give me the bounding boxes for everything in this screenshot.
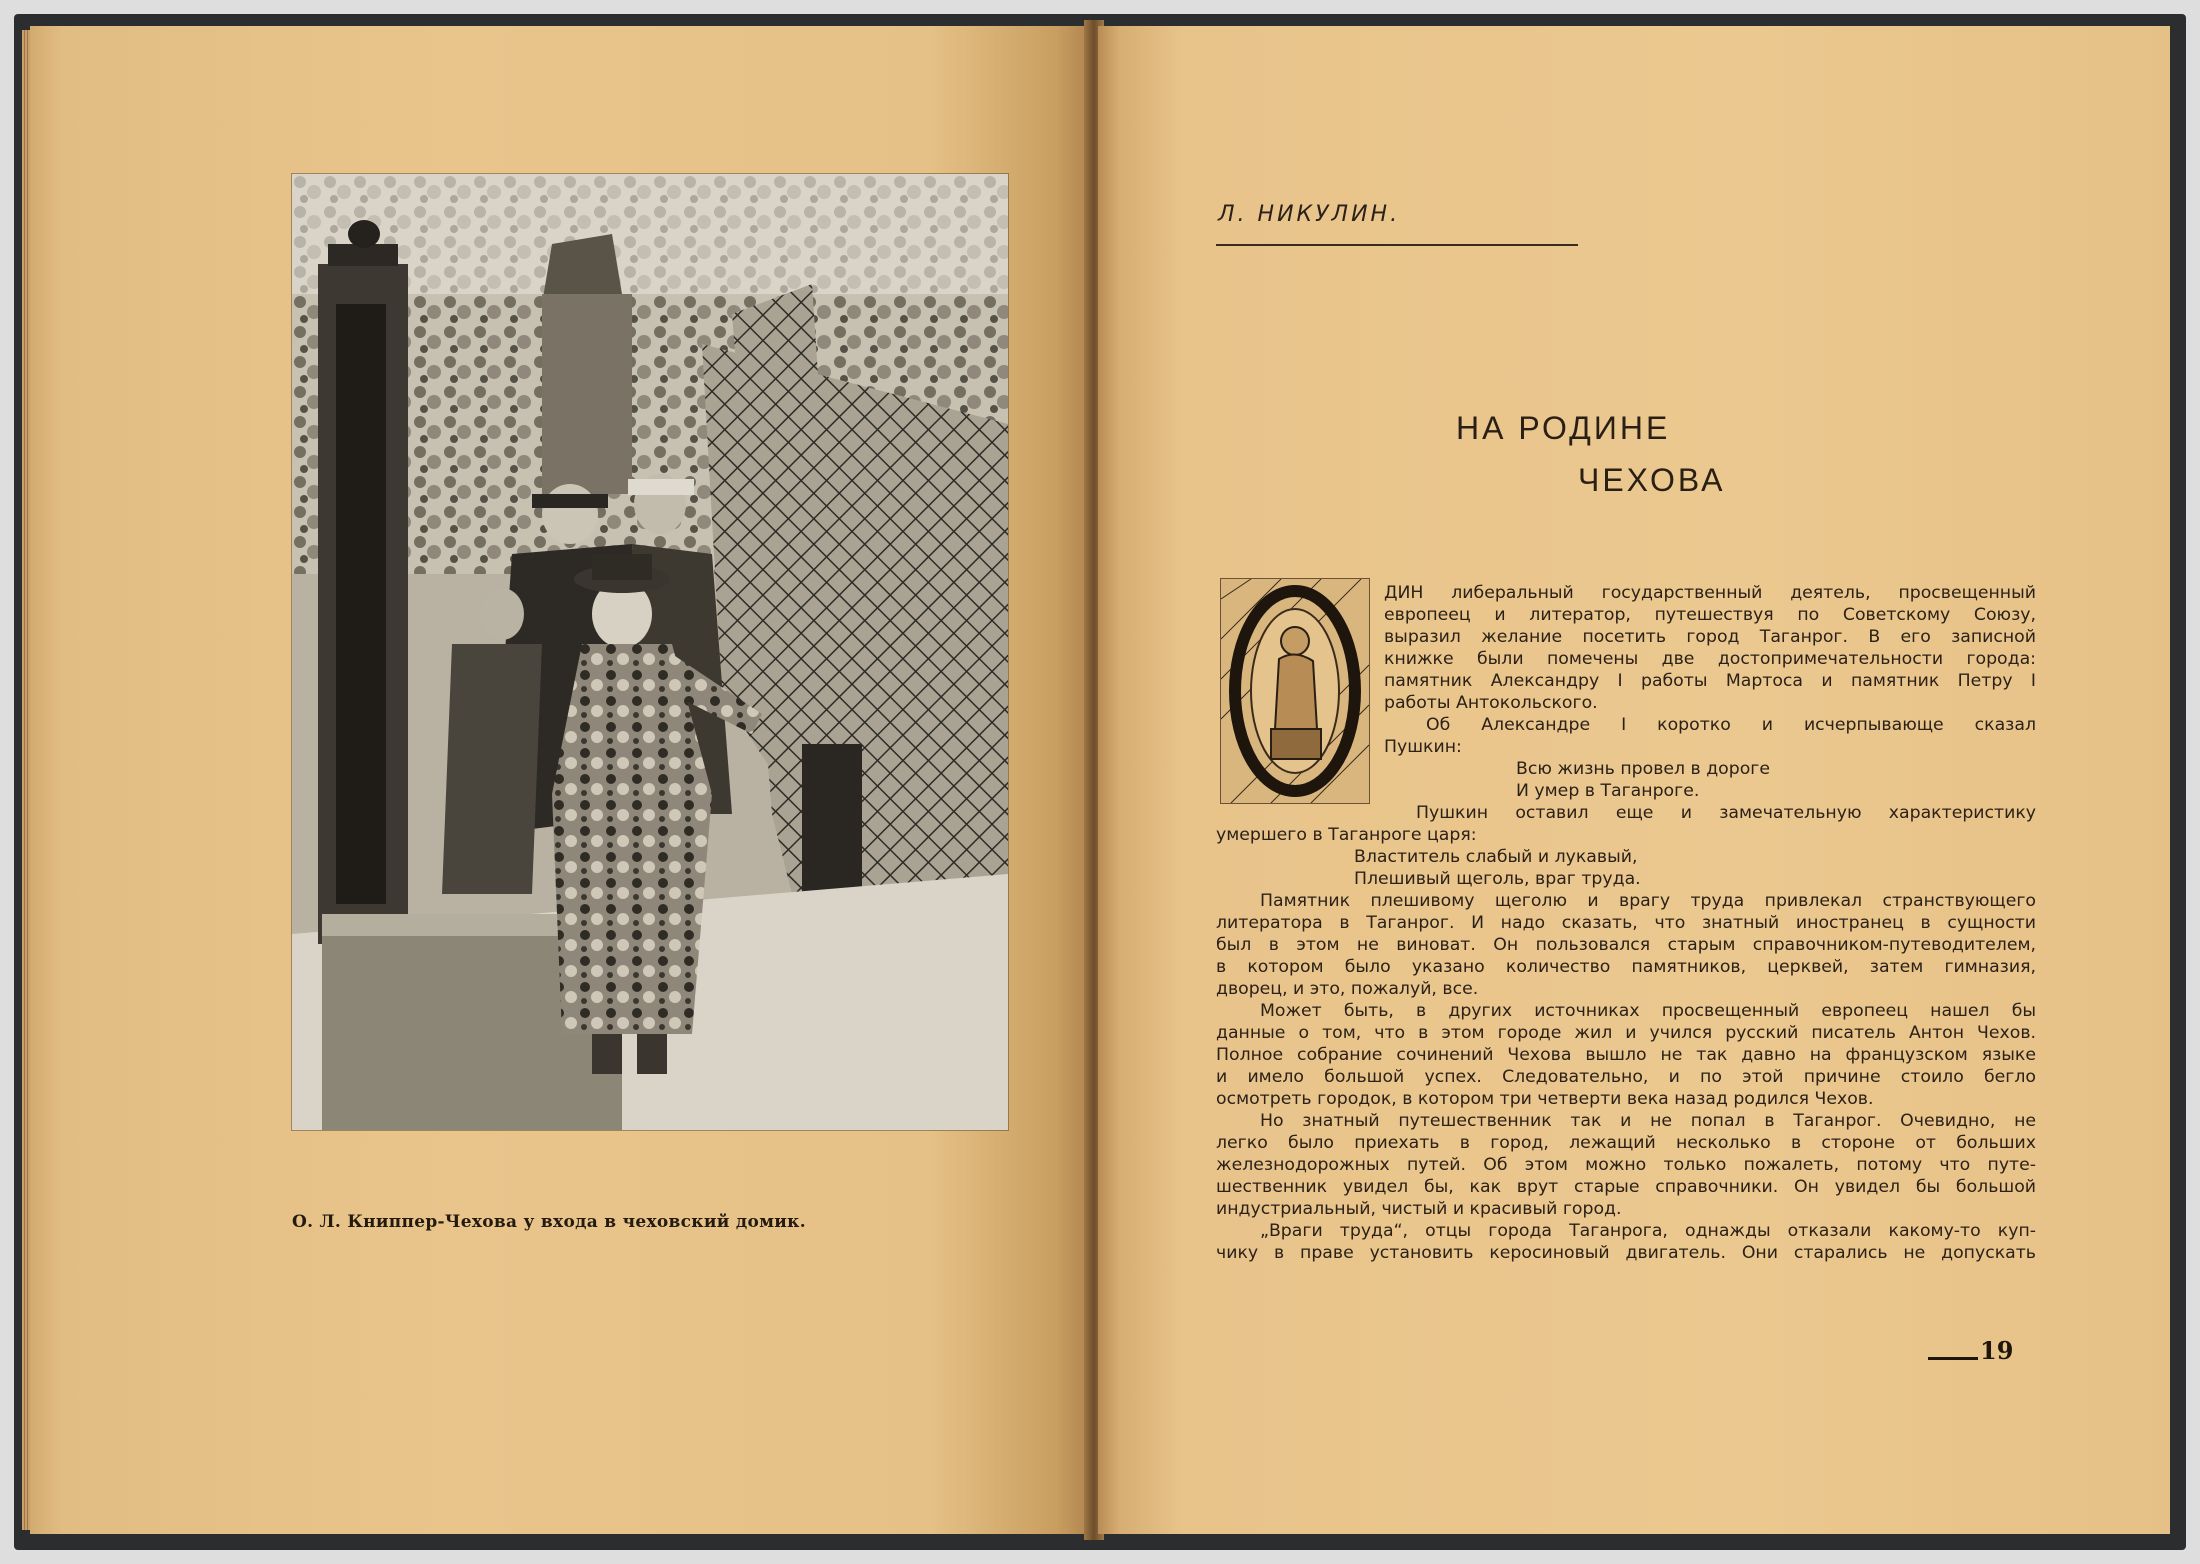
text-line: „Враги труда“, отцы города Таганрога, однажды отказали какому-то куп- (1260, 1221, 2036, 1241)
text-line: чику в праве установить керосиновый двигатель. Они старались не допускать (1216, 1243, 2036, 1263)
text-line: был в этом не виноват. Он пользовался старым справочником-путеводителем, (1216, 935, 2036, 955)
text-line: шественник увидел бы, как врут старые справочники. Он увидел бы большой (1216, 1177, 2036, 1197)
text-line: умершего в Таганроге царя: (1216, 825, 1477, 845)
right-page (1098, 26, 2170, 1534)
text-line: Пушкин: (1384, 737, 1462, 757)
photo-caption: О. Л. Книппер-Чехова у входа в чеховский домик. (292, 1212, 806, 1232)
text-line: Пушкин оставил еще и замечательную характеристику (1416, 803, 2036, 823)
text-line: памятник Александру I работы Мартоса и памятник Петру I (1384, 671, 2036, 691)
text-line: и имело большой успех. Следовательно, и по этой причине стоило бегло (1216, 1067, 2036, 1087)
text-line: в котором было указано количество памятников, церквей, затем гимназия, (1216, 957, 2036, 977)
text-line: работы Антокольского. (1384, 693, 1598, 713)
page-number: 19 (1980, 1336, 2014, 1365)
text-line: Об Александре I коротко и исчерпывающе сказал (1426, 715, 2036, 735)
article-body (1216, 582, 2036, 1264)
text-line: Полное собрание сочинений Чехова вышло не так давно на французском языке (1216, 1045, 2036, 1065)
verse-line: И умер в Таганроге. (1516, 781, 1700, 801)
chapter-title-line2: ЧЕХОВА (1578, 462, 1726, 498)
text-line: дворец, и это, пожалуй, все. (1216, 979, 1479, 999)
text-line: осмотреть городок, в котором три четверти века назад родился Чехов. (1216, 1089, 1874, 1109)
verse-line: Плешивый щеголь, враг труда. (1354, 869, 1641, 889)
text-line: данные о том, что в этом городе жил и учился русский писатель Антон Чехов. (1216, 1023, 2036, 1043)
text-line: легко было приехать в город, лежащий несколько в стороне от больших (1216, 1133, 2036, 1153)
author-underline (1216, 244, 1578, 246)
text-line: индустриальный, чистый и красивый город. (1216, 1199, 1622, 1219)
chapter-title-line1: НА РОДИНЕ (1456, 410, 1671, 446)
text-line: выразил желание посетить город Таганрог. В его записной (1384, 627, 2036, 647)
text-line: книжке были помечены две достопримечательности города: (1384, 649, 2036, 669)
text-line: европеец и литератор, путешествуя по Советскому Союзу, (1384, 605, 2036, 625)
text-line: железнодорожных путей. Об этом можно только пожалеть, потому что путе- (1216, 1155, 2036, 1175)
photo-knipper-chekhova (292, 174, 1008, 1130)
text-line: Памятник плешивому щеголю и врагу труда привлекал странствующего (1260, 891, 2036, 911)
page-number-rule (1928, 1357, 1978, 1360)
verse-line: Всю жизнь провел в дороге (1516, 759, 1771, 779)
text-line: Может быть, в других источниках просвещенный европеец нашел бы (1260, 1001, 2036, 1021)
text-line: литератора в Таганрог. И надо сказать, что знатный иностранец в сущности (1216, 913, 2036, 933)
author-name: Л. НИКУЛИН. (1218, 202, 1401, 227)
left-page (30, 26, 1088, 1534)
text-line: Но знатный путешественник так и не попал в Таганрог. Очевидно, не (1260, 1111, 2036, 1131)
text-line: ДИН либеральный государственный деятель, просвещенный (1384, 583, 2036, 603)
verse-line: Властитель слабый и лукавый, (1354, 847, 1638, 867)
